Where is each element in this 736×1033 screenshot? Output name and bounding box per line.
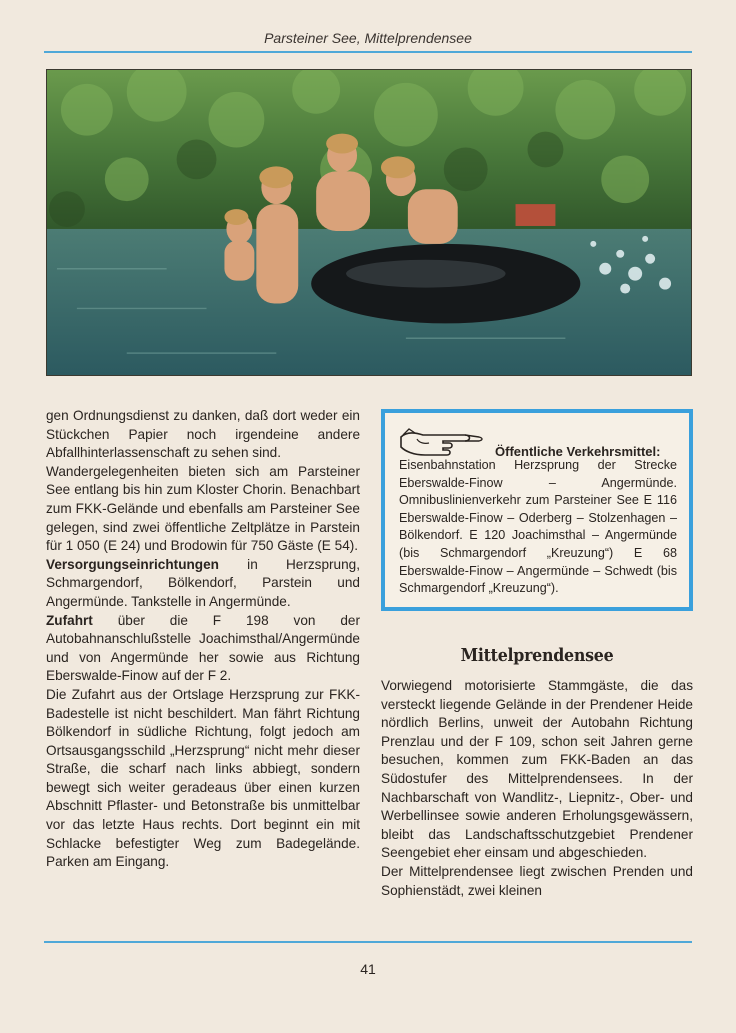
public-transport-box bbox=[381, 409, 693, 611]
access-text: über die F 198 von der Autobahnanschlußstelle Joachimsthal/Angermünde und von Angermünde her sowie aus Richtung Eberswalde-Finow auf der F 2. bbox=[46, 612, 360, 684]
paragraph-lake-location: Der Mittelprendensee liegt zwischen Prenden und Sophienstädt, zwei kleinen bbox=[381, 863, 693, 898]
paragraph-access bbox=[46, 612, 360, 686]
header-rule bbox=[44, 51, 692, 53]
page-number: 41 bbox=[360, 961, 376, 977]
right-column-text bbox=[381, 677, 693, 900]
footer-rule bbox=[44, 941, 692, 943]
infobox-title: Öffentliche Verkehrsmittel: bbox=[495, 444, 661, 459]
supplies-label: Versorgungseinrichtungen bbox=[46, 556, 219, 572]
paragraph-directions: Die Zufahrt aus der Ortslage Herzsprung zur FKK-Badestelle ist nicht beschildert. Man fährt Richtung Bölkendorf in südliche Richtung, folgt jedoch am Ortsausgangsschild „Herzsprung“ nicht mehr dieser Straße, die scharf nach links abbiegt, sondern bewegt sich weiter geradeaus über einen kurzen Abschnitt Pflaster- und Betonstraße bis unmittelbar vor das letzte Haus rechts. Dort beginnt ein mit Schlacke befestigter Weg zum Badegelände. Parken am Eingang. bbox=[46, 686, 360, 870]
paragraph-order-service: gen Ordnungsdienst zu danken, daß dort weder ein Stückchen Papier noch irgendeine andere Abfallhinterlassenschaft zu sehen sind. bbox=[46, 408, 360, 461]
paragraph-hiking: Wandergelegenheiten bieten sich am Parsteiner See entlang bis hin zum Kloster Chorin. Benachbart zum FKK-Gelände und ebenfalls am Parsteiner See gelegen, sind zwei öffentliche Zeltplätze in Parstein für 1 050 (E 24) und Brodowin für 750 Gäste (E 54). bbox=[46, 463, 360, 554]
photo-lake-bathers bbox=[46, 69, 692, 376]
paragraph-regular-guests: Vorwiegend motorisierte Stammgäste, die das versteckt liegende Gelände in der Prendener Heide nördlich Berlins, unweit der Autobahn Richtung Prenzlau und der F 109, schon seit Jahren gerne besuchen, kommen zum FKK-Baden an das Südostufer des Mittelprendensees. In der Nachbarschaft von Wandlitz-, Liepnitz-, Ober- und Werbellinsee sowie anderen Erholungsgewässern, bleibt das Landschaftsschutzgebiet Prendener Seengebiet eher einsam und abgeschieden. bbox=[381, 678, 693, 861]
paragraph-supplies bbox=[46, 556, 360, 612]
supplies-text: in Herzsprung, Schmargendorf, Bölkendorf, Parstein und Angermünde. Tankstelle in Angermünde. bbox=[46, 556, 360, 609]
running-header: Parsteiner See, Mittelprendensee bbox=[264, 30, 472, 46]
infobox-body: Eisenbahnstation Herzsprung der Strecke Eberswalde-Finow – Angermünde. Omnibuslinienverkehr zum Parsteiner See E 116 Eberswalde-Finow – Oderberg – Stolzenhagen – Bölkendorf. E 120 Joachimsthal – Angermünde (bis Schmargendorf „Kreuzung“) E 68 Eberswalde-Finow – Angermünde – Schwedt (bis Schmargendorf „Kreuzung“). bbox=[399, 458, 677, 596]
left-column-text bbox=[46, 407, 360, 872]
pointing-hand-icon bbox=[399, 425, 485, 459]
access-label: Zufahrt bbox=[46, 612, 93, 628]
section-heading: Mittelprendensee bbox=[460, 645, 614, 666]
